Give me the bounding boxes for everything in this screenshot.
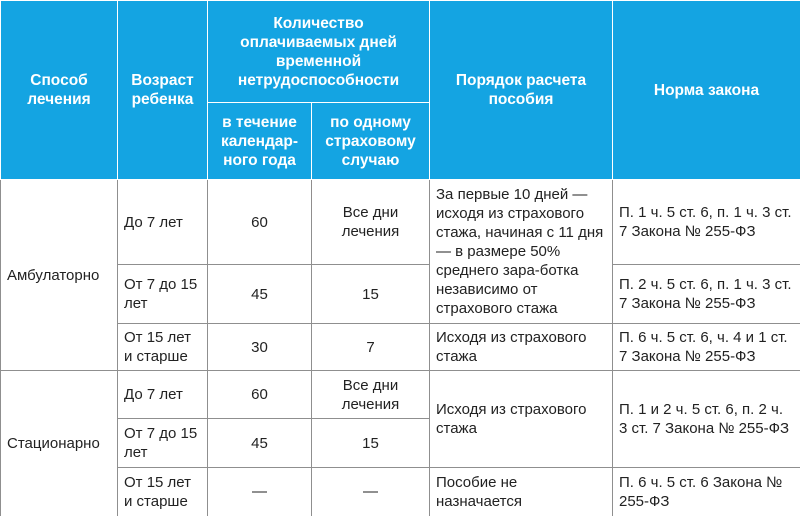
header-days-year: в течение календар-ного года [208, 103, 312, 180]
age-cell: До 7 лет [118, 371, 208, 419]
law-cell: П. 2 ч. 5 ст. 6, п. 1 ч. 3 ст. 7 Закона № 255-ФЗ [613, 265, 800, 324]
year-days-cell: 45 [208, 265, 312, 324]
case-days-cell: 7 [312, 324, 430, 371]
age-cell: От 15 лет и старше [118, 324, 208, 371]
table-row [1, 371, 800, 419]
law-cell: П. 6 ч. 5 ст. 6, ч. 4 и 1 ст. 7 Закона № 255-ФЗ [613, 324, 800, 371]
law-cell: П. 6 ч. 5 ст. 6 Закона № 255-ФЗ [613, 468, 800, 516]
calc-cell-inpatient: Исходя из страхового стажа [430, 371, 613, 468]
header-method: Способ лечения [1, 1, 118, 180]
header-row-top [1, 1, 800, 103]
header-days-group: Количество оплачиваемых дней временной нетрудоспособности [208, 1, 430, 103]
year-days-cell: 30 [208, 324, 312, 371]
law-cell-inpatient: П. 1 и 2 ч. 5 ст. 6, п. 2 ч. 3 ст. 7 Закона № 255-ФЗ [613, 371, 800, 468]
calc-cell-ambulatory: За первые 10 дней — исходя из страхового стажа, начиная с 11 дня — в размере 50% среднего зара-ботка независимо от страхового стажа [430, 180, 613, 324]
method-cell-ambulatory: Амбулаторно [1, 180, 118, 371]
table-row [1, 180, 800, 265]
year-days-cell: 45 [208, 419, 312, 468]
calc-cell: Исходя из страхового стажа [430, 324, 613, 371]
table-row [1, 468, 800, 516]
case-days-cell: Все дни лечения [312, 371, 430, 419]
year-days-cell: 60 [208, 180, 312, 265]
case-days-cell: 15 [312, 419, 430, 468]
table-row [1, 265, 800, 324]
case-days-cell: Все дни лечения [312, 180, 430, 265]
method-cell-inpatient: Стационарно [1, 371, 118, 516]
age-cell: До 7 лет [118, 180, 208, 265]
age-cell: От 7 до 15 лет [118, 419, 208, 468]
calc-cell: Пособие не назначается [430, 468, 613, 516]
header-calc: Порядок расчета пособия [430, 1, 613, 180]
age-cell: От 15 лет и старше [118, 468, 208, 516]
age-cell: От 7 до 15 лет [118, 265, 208, 324]
case-days-cell: 15 [312, 265, 430, 324]
case-days-cell: — [312, 468, 430, 516]
law-cell: П. 1 ч. 5 ст. 6, п. 1 ч. 3 ст. 7 Закона № 255-ФЗ [613, 180, 800, 265]
header-days-case: по одному страховому случаю [312, 103, 430, 180]
year-days-cell: — [208, 468, 312, 516]
header-law: Норма закона [613, 1, 800, 180]
header-age: Возраст ребенка [118, 1, 208, 180]
year-days-cell: 60 [208, 371, 312, 419]
table-row [1, 324, 800, 371]
